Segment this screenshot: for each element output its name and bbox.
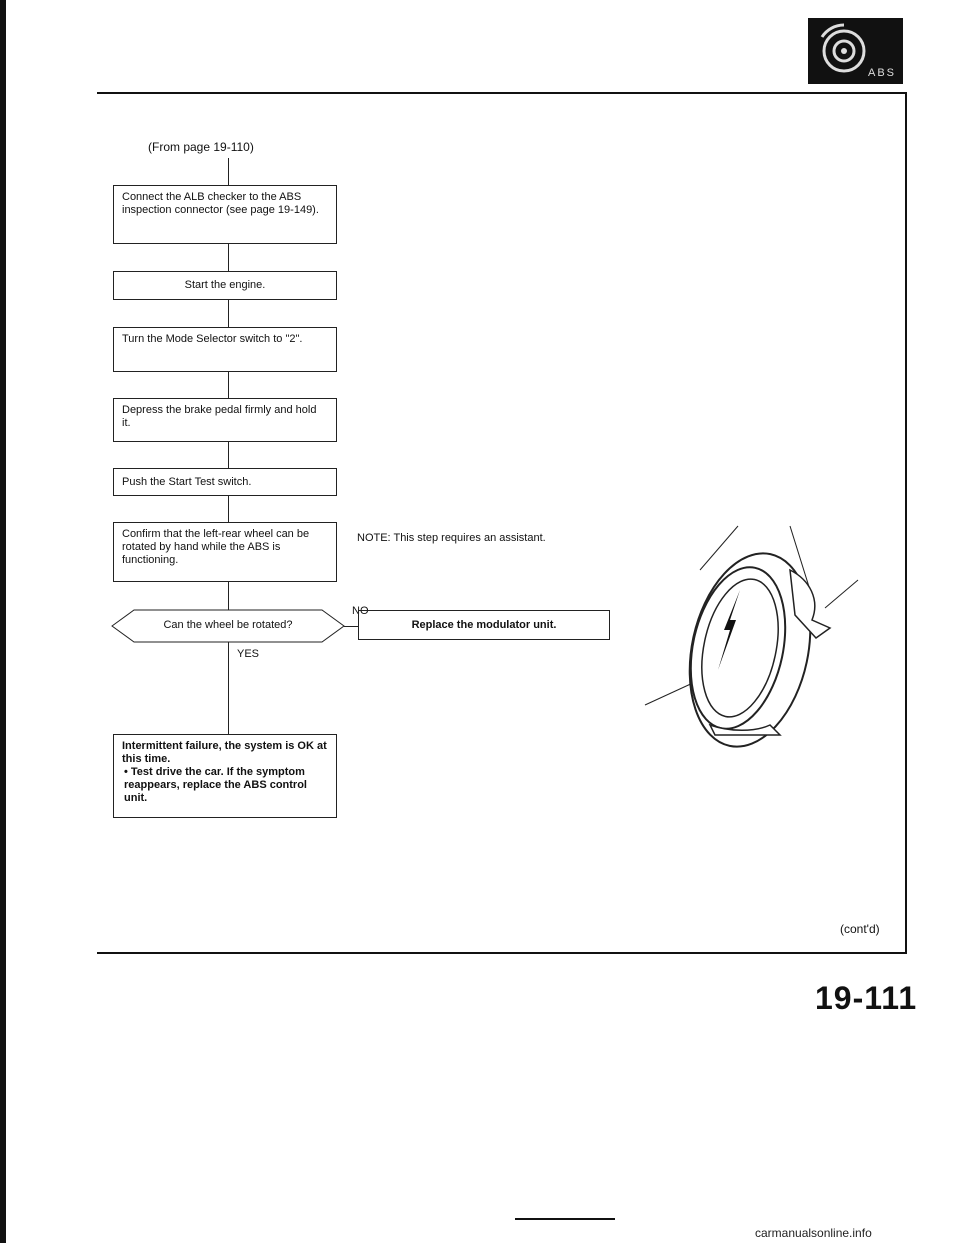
step-confirm-wheel: Confirm that the left-rear wheel can be rotated by hand while the ABS is functioning.	[113, 522, 337, 582]
flow-connector	[228, 496, 229, 522]
intermittent-failure-text: Intermittent failure, the system is OK at this time.	[122, 740, 327, 765]
flow-connector	[228, 300, 229, 327]
step-connect-checker: Connect the ALB checker to the ABS inspection connector (see page 19-149).	[113, 185, 337, 244]
no-branch-line	[344, 626, 358, 627]
abs-badge-label: ABS	[867, 67, 896, 79]
continued-label: (cont'd)	[840, 922, 880, 936]
test-drive-text: • Test drive the car. If the symptom reappears, replace the ABS control unit.	[124, 766, 307, 804]
yes-label: YES	[237, 648, 260, 660]
action-intermittent-failure	[113, 734, 337, 818]
flow-connector	[228, 442, 229, 468]
footer-rule	[515, 1218, 615, 1220]
no-label: NO	[352, 605, 369, 617]
brake-disc-icon	[814, 21, 874, 81]
step-mode-selector: Turn the Mode Selector switch to "2".	[113, 327, 337, 372]
decision-question: Can the wheel be rotated?	[163, 619, 293, 631]
step-push-start-test: Push the Start Test switch.	[113, 468, 337, 496]
step-start-engine: Start the engine.	[113, 271, 337, 300]
page-number: 19-111	[815, 980, 918, 1016]
abs-badge	[808, 18, 903, 84]
page-spine	[0, 0, 6, 1243]
note-assistant: NOTE: This step requires an assistant.	[357, 532, 546, 544]
from-page-reference: (From page 19-110)	[148, 140, 254, 154]
flow-connector	[228, 372, 229, 398]
wheel-illustration	[640, 520, 870, 750]
flow-connector	[228, 244, 229, 271]
step-depress-brake: Depress the brake pedal firmly and hold it.	[113, 398, 337, 442]
flow-connector	[228, 641, 229, 734]
flow-connector	[228, 158, 229, 185]
action-replace-modulator: Replace the modulator unit.	[358, 610, 610, 640]
flow-connector	[228, 582, 229, 610]
watermark: carmanualsonline.info	[755, 1226, 872, 1240]
bottom-rule	[97, 952, 907, 954]
